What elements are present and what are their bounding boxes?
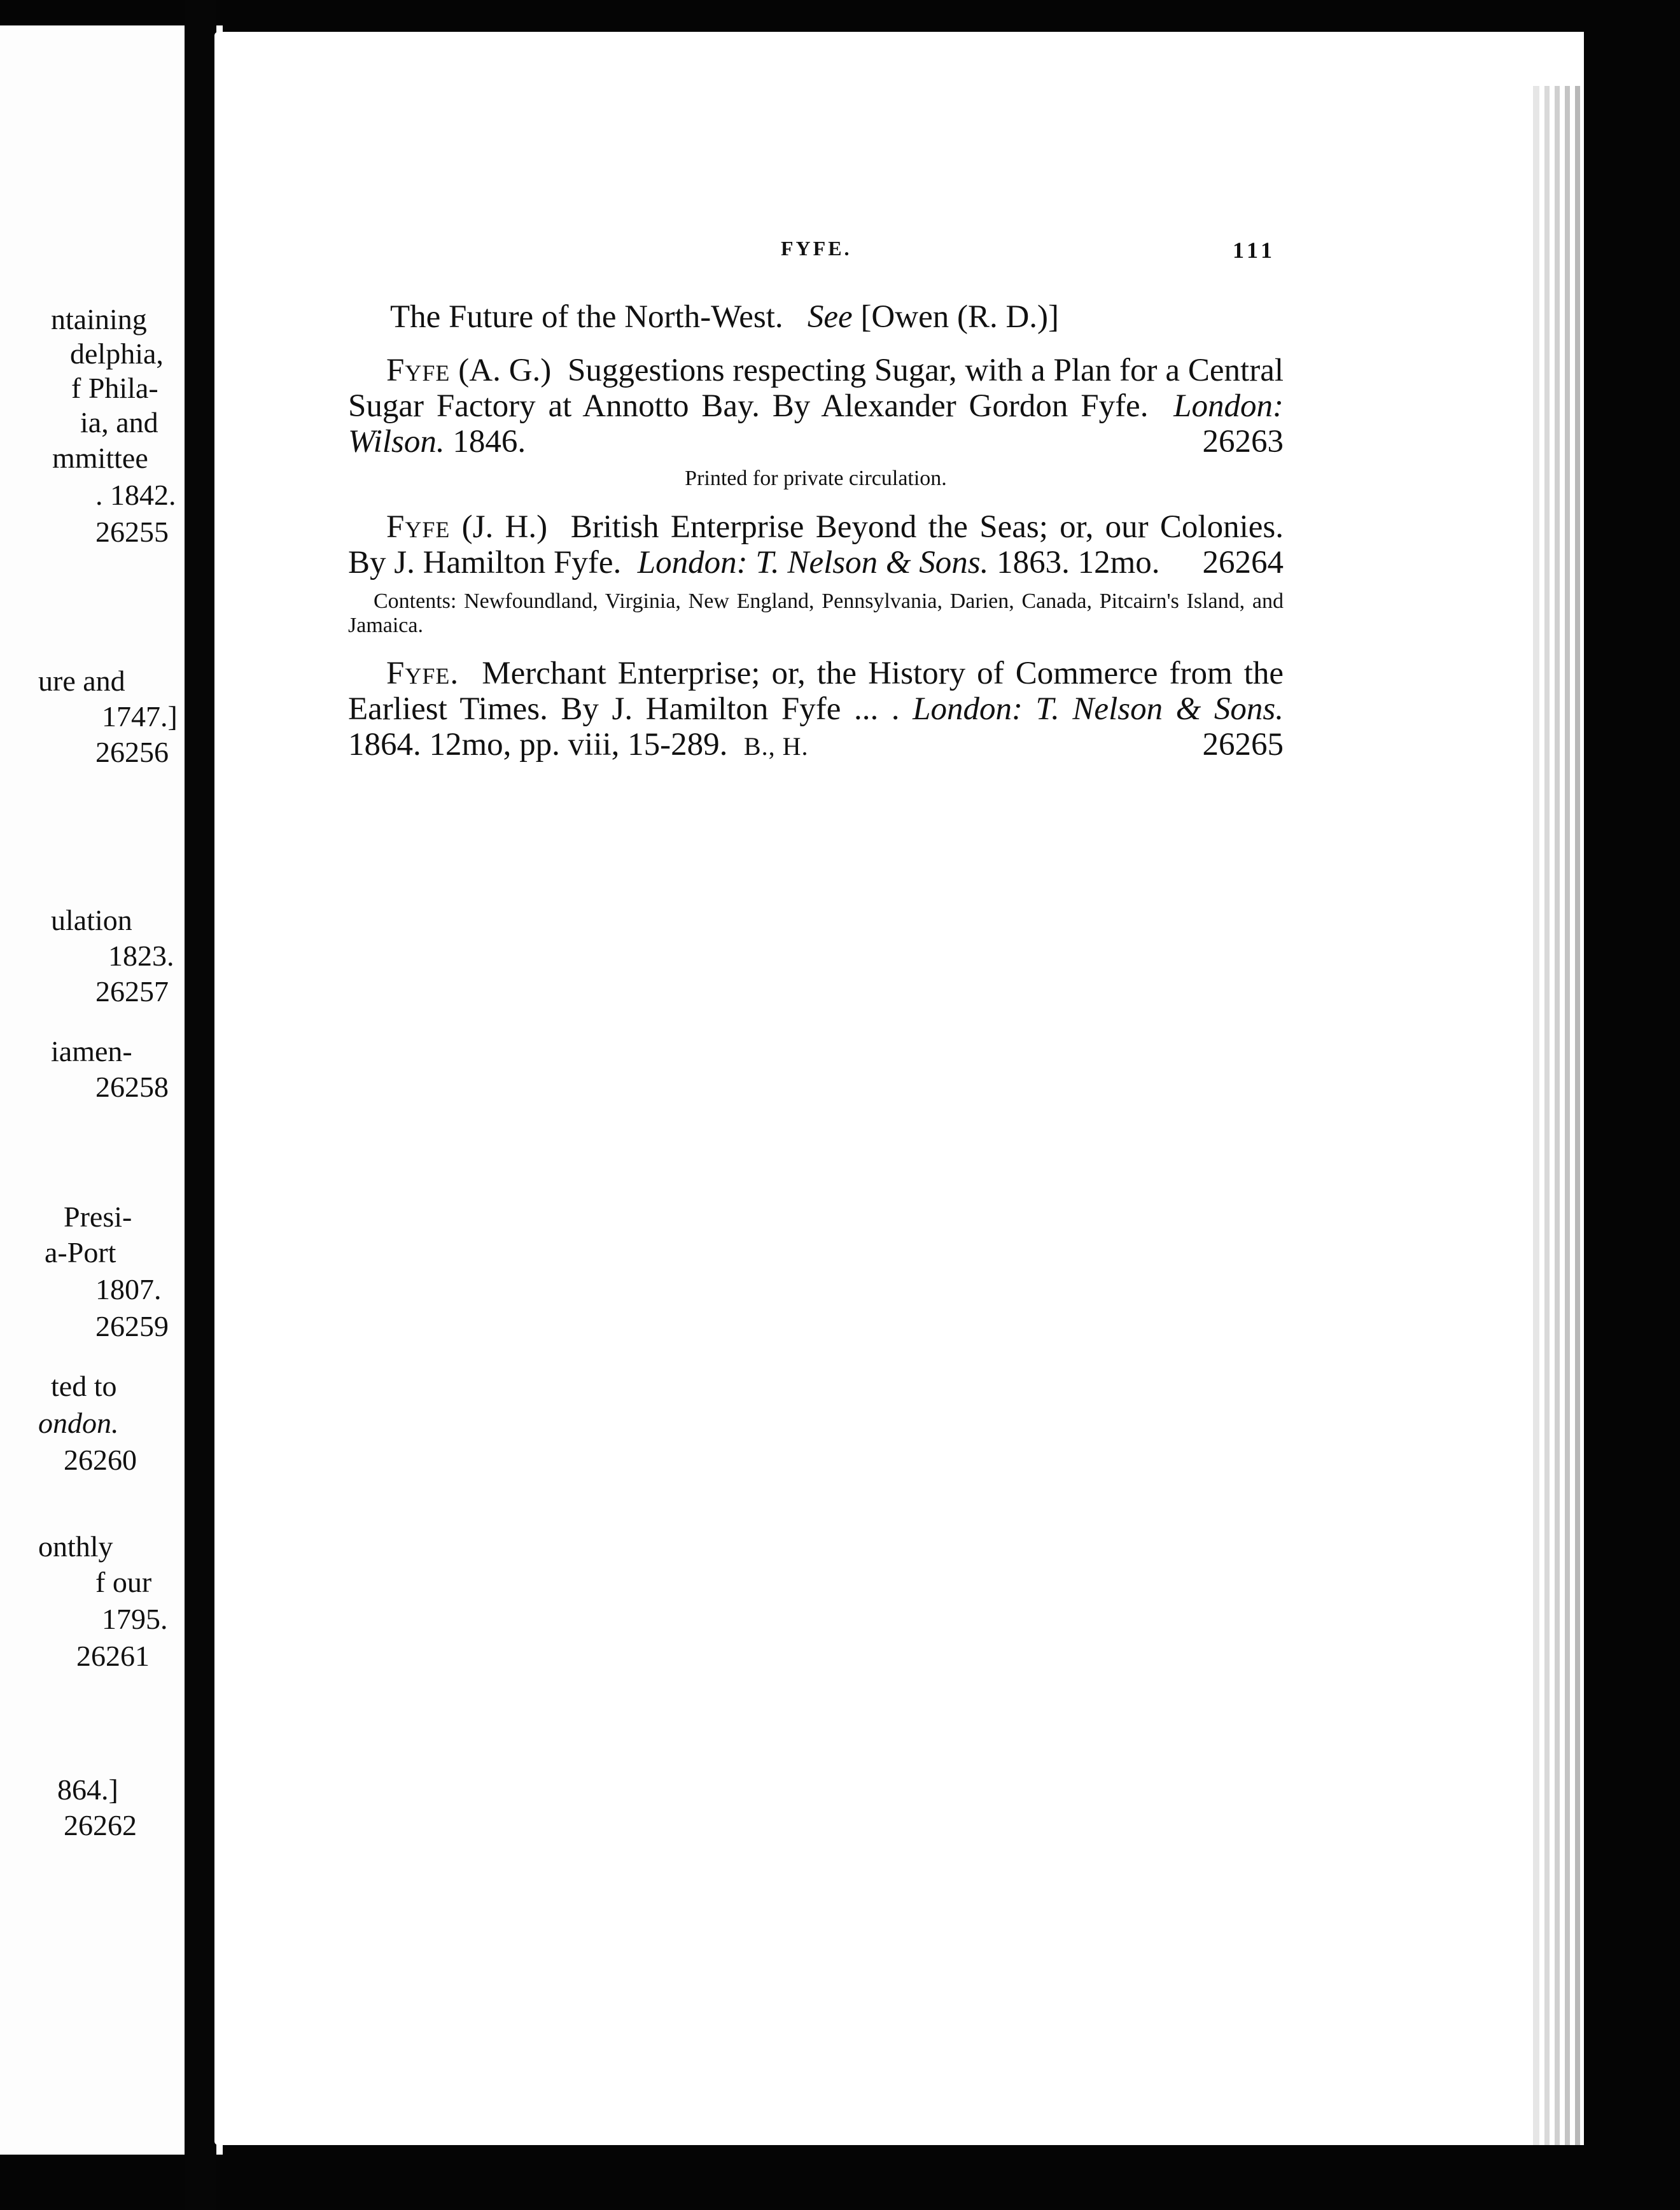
left-line: ure and: [38, 665, 125, 697]
page-edge: [1555, 86, 1560, 2145]
entry-title: The Future of the North-West.: [390, 299, 783, 335]
right-page: [214, 32, 1584, 2145]
catalogue-entry: [348, 299, 1284, 335]
page-header: [214, 237, 1584, 275]
entry-year: 1864. 12mo, pp. viii, 15-289.: [348, 727, 728, 763]
contents-label: Contents:: [374, 589, 457, 613]
catalogue-entry: [348, 353, 1284, 491]
left-line: f our: [95, 1566, 152, 1598]
entry-year: 1846.: [452, 424, 526, 460]
left-line: 26255: [95, 516, 169, 548]
left-line: 26256: [95, 736, 169, 768]
left-line: 864.]: [57, 1773, 118, 1806]
left-line: f Phila-: [71, 372, 158, 404]
entry-initials: (A. G.): [458, 353, 552, 388]
entry-initials: (J. H.): [461, 509, 548, 545]
left-line: ntaining: [51, 303, 147, 335]
page-edge: [1533, 86, 1539, 2145]
left-line: 1807.: [95, 1273, 162, 1306]
library-code: B., H.: [743, 732, 809, 761]
entry-title: British Enterprise Beyond the Seas; or, our Colonies. By J. Hamilton Fyfe.: [348, 509, 1284, 581]
left-line: 26260: [64, 1444, 137, 1476]
entry-year: 1863. 12mo.: [997, 545, 1160, 581]
entry-note: Printed for private circulation.: [685, 467, 947, 490]
page-number: 111: [1233, 237, 1277, 263]
left-line: 1795.: [102, 1603, 168, 1635]
entry-number: 26265: [1202, 727, 1284, 763]
left-line: 26262: [64, 1809, 137, 1841]
left-line: 1823.: [108, 940, 174, 972]
entry-title: Merchant Enterprise; or, the History of Commerce from the Earliest Times. By J. Hamilton Fyfe ... .: [348, 656, 1284, 727]
entry-imprint: London: T. Nelson & Sons.: [913, 691, 1284, 727]
left-line: mmittee: [52, 442, 148, 474]
page-edge: [1544, 86, 1550, 2145]
catalogue-entry: [348, 656, 1284, 764]
contents-text: Newfoundland, Virginia, New England, Pennsylvania, Darien, Canada, Pitcairn's Island, and Jamaica.: [348, 589, 1284, 637]
left-line: . 1842.: [95, 479, 176, 511]
entry-contents: [348, 589, 1284, 638]
left-line: 26259: [95, 1310, 169, 1342]
entry-author: Fyfe: [386, 509, 451, 545]
entry-number: 26263: [1202, 424, 1284, 460]
left-line: 26261: [76, 1640, 150, 1672]
entry-imprint: London: Wilson.: [348, 388, 1284, 460]
left-line: ted to: [51, 1370, 117, 1402]
catalogue-entry: [348, 509, 1284, 638]
page-edge: [1565, 86, 1570, 2145]
left-line: a-Port: [45, 1236, 116, 1269]
page-edge: [1575, 86, 1580, 2145]
running-head: FYFE.: [781, 237, 852, 260]
left-line: 26258: [95, 1071, 169, 1103]
entry-author: Fyfe.: [386, 656, 459, 691]
left-line: iamen-: [51, 1035, 132, 1067]
left-line: ondon.: [38, 1407, 119, 1439]
entry-imprint: London: T. Nelson & Sons.: [637, 545, 989, 581]
catalogue-entries: [348, 299, 1284, 764]
see-label: See: [807, 299, 853, 335]
left-line: ia, and: [80, 406, 158, 439]
left-line: delphia,: [70, 337, 164, 370]
left-line: ulation: [51, 904, 132, 936]
left-line: onthly: [38, 1530, 113, 1563]
left-line: Presi-: [64, 1200, 132, 1233]
entry-number: 26264: [1202, 545, 1284, 581]
book-gutter: [185, 0, 216, 2210]
left-line: 1747.]: [102, 700, 178, 733]
entry-title: Suggestions respecting Sugar, with a Plan for a Central Sugar Factory at Annotto Bay. By Alexander Gordon Fyfe.: [348, 353, 1284, 424]
left-line: 26257: [95, 975, 169, 1008]
cross-reference: [Owen (R. D.)]: [860, 299, 1060, 335]
entry-author: Fyfe: [386, 353, 451, 388]
